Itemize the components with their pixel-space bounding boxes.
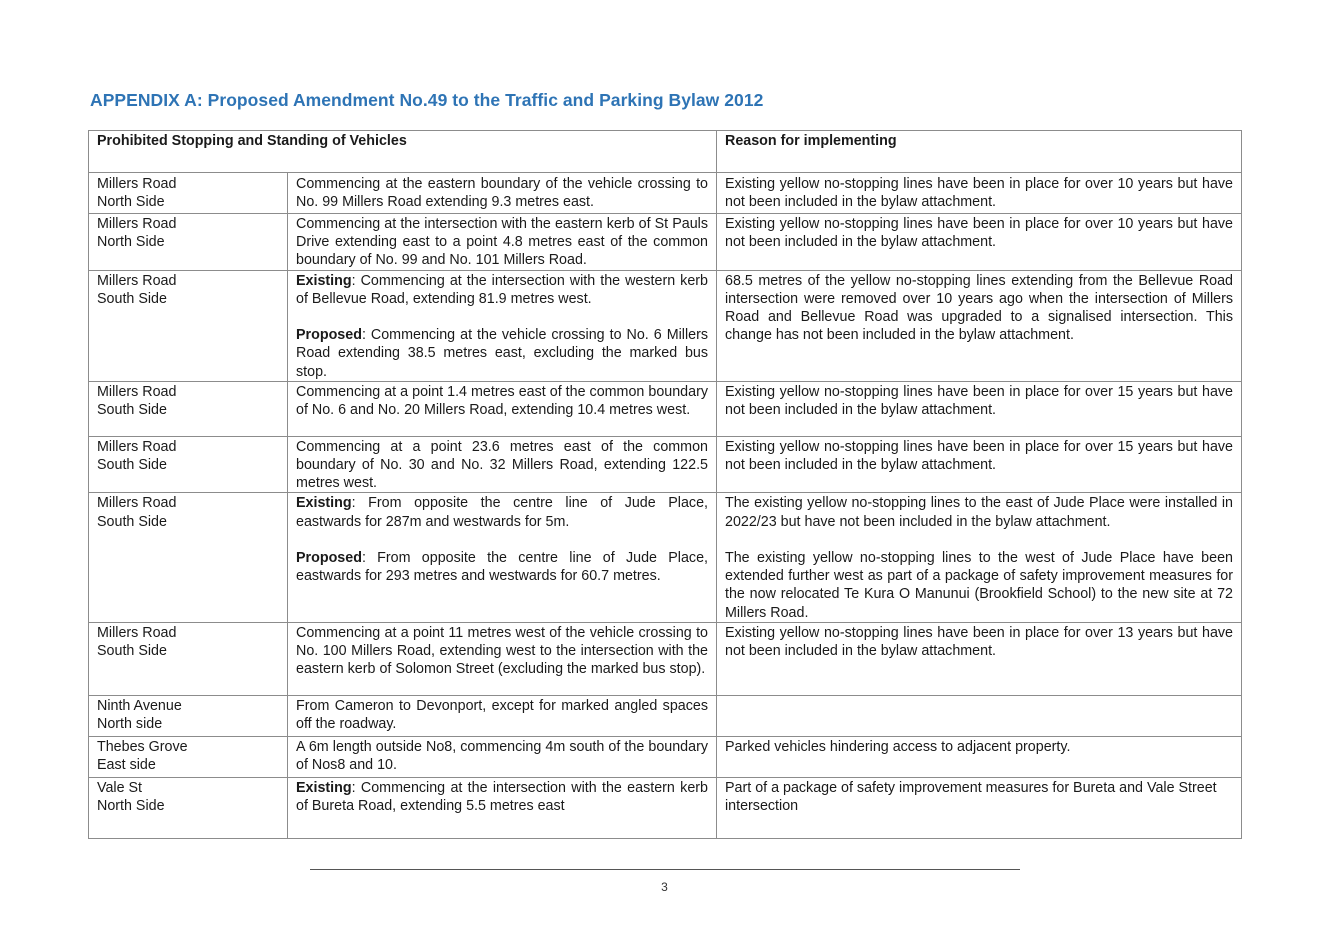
description-cell bbox=[288, 493, 717, 622]
bylaw-amendment-table bbox=[88, 130, 1242, 839]
existing-text: : Commencing at the intersection with the eastern kerb of Bureta Road, extending 5.5 metres east bbox=[296, 779, 708, 815]
road-side: North Side bbox=[97, 194, 165, 211]
description-cell bbox=[288, 173, 717, 214]
road-name: Millers Road bbox=[97, 624, 177, 641]
reason-cell bbox=[717, 381, 1242, 436]
reason-text: 68.5 metres of the yellow no-stopping lines extending from the Bellevue Road intersection were removed over 10 years ago when the intersection of Millers Road and Bellevue Road was upgraded to a signalised intersection. This change has not been included in the bylaw attachment. bbox=[725, 272, 1233, 344]
existing-label: Existing bbox=[296, 495, 352, 512]
header-prohibited-stopping: Prohibited Stopping and Standing of Vehicles bbox=[89, 131, 717, 173]
existing-text: : From opposite the centre line of Jude Place, eastwards for 287m and westwards for 5m. bbox=[296, 495, 708, 530]
description-cell bbox=[288, 214, 717, 271]
description-cell bbox=[288, 736, 717, 777]
existing-paragraph bbox=[296, 494, 708, 530]
footer-rule bbox=[310, 869, 1020, 870]
reason-cell bbox=[717, 270, 1242, 381]
description-cell bbox=[288, 695, 717, 736]
description-cell bbox=[288, 381, 717, 436]
proposed-label: Proposed bbox=[296, 550, 362, 567]
description-cell bbox=[288, 436, 717, 493]
road-name: Vale St bbox=[97, 779, 143, 796]
reason-text: Parked vehicles hindering access to adjacent property. bbox=[725, 738, 1071, 755]
road-side: East side bbox=[97, 757, 156, 774]
proposed-label: Proposed bbox=[296, 327, 362, 344]
reason-text: Part of a package of safety improvement measures for Bureta and Vale Street intersection bbox=[725, 779, 1217, 815]
description-text: Commencing at a point 23.6 metres east of the common boundary of No. 30 and No. 32 Millers Road, extending 122.5 metres west. bbox=[296, 438, 708, 492]
location-cell bbox=[89, 695, 288, 736]
road-side: North side bbox=[97, 716, 163, 733]
header-reason: Reason for implementing bbox=[717, 131, 1242, 173]
reason-text: Existing yellow no-stopping lines have been in place for over 10 years but have not been included in the bylaw attachment. bbox=[725, 176, 1233, 211]
reason-text: Existing yellow no-stopping lines have been in place for over 15 years but have not been included in the bylaw attachment. bbox=[725, 438, 1233, 474]
location-cell bbox=[89, 214, 288, 271]
description-text: Commencing at the eastern boundary of the vehicle crossing to No. 99 Millers Road extending 9.3 metres east. bbox=[296, 176, 708, 211]
location-cell bbox=[89, 777, 288, 838]
description-text: Commencing at a point 1.4 metres east of the common boundary of No. 6 and No. 20 Millers Road, extending 10.4 metres west. bbox=[296, 383, 708, 419]
reason-cell bbox=[717, 173, 1242, 214]
existing-paragraph bbox=[296, 779, 708, 815]
road-side: South Side bbox=[97, 457, 167, 474]
location-cell bbox=[89, 173, 288, 214]
existing-text: : Commencing at the intersection with the western kerb of Bellevue Road, extending 81.9 metres west. bbox=[296, 272, 708, 307]
location-cell bbox=[89, 736, 288, 777]
table-row bbox=[89, 214, 1242, 271]
reason-text: Existing yellow no-stopping lines have been in place for over 13 years but have not been included in the bylaw attachment. bbox=[725, 624, 1233, 660]
road-name: Millers Road bbox=[97, 272, 177, 289]
table-row bbox=[89, 270, 1242, 381]
existing-paragraph bbox=[296, 272, 708, 308]
location-cell bbox=[89, 436, 288, 493]
reason-text: The existing yellow no-stopping lines to the east of Jude Place were installed in 2022/23 but have not been included in the bylaw attachment. bbox=[725, 495, 1233, 530]
road-side: South Side bbox=[97, 513, 167, 530]
existing-label: Existing bbox=[296, 779, 352, 796]
reason-text-2: The existing yellow no-stopping lines to the west of Jude Place have been extended further west as part of a package of safety improvement measures for the now relocated Te Kura O Manunui (Brookfield School) to the new site at 72 Millers Road. bbox=[725, 550, 1233, 621]
reason-cell bbox=[717, 622, 1242, 695]
proposed-paragraph bbox=[296, 549, 708, 585]
page-heading: APPENDIX A: Proposed Amendment No.49 to the Traffic and Parking Bylaw 2012 bbox=[90, 90, 764, 110]
road-side: North Side bbox=[97, 234, 165, 251]
page-number: 3 bbox=[661, 880, 668, 894]
reason-cell bbox=[717, 214, 1242, 271]
description-text: From Cameron to Devonport, except for marked angled spaces off the roadway. bbox=[296, 697, 708, 733]
reason-cell bbox=[717, 777, 1242, 838]
table-row bbox=[89, 736, 1242, 777]
table-header-row bbox=[89, 131, 1242, 173]
description-text: A 6m length outside No8, commencing 4m south of the boundary of Nos8 and 10. bbox=[296, 738, 708, 774]
table-row bbox=[89, 436, 1242, 493]
location-cell bbox=[89, 622, 288, 695]
road-name: Millers Road bbox=[97, 216, 177, 232]
table-row bbox=[89, 695, 1242, 736]
road-name: Millers Road bbox=[97, 176, 177, 192]
proposed-paragraph bbox=[296, 326, 708, 381]
table-row bbox=[89, 493, 1242, 622]
reason-cell bbox=[717, 493, 1242, 622]
road-side: North Side bbox=[97, 798, 165, 815]
reason-cell bbox=[717, 736, 1242, 777]
description-text: Commencing at a point 11 metres west of the vehicle crossing to No. 100 Millers Road, extending west to the intersection with the eastern kerb of Solomon Street (excluding the marked bus stop). bbox=[296, 624, 708, 678]
location-cell bbox=[89, 270, 288, 381]
road-name: Ninth Avenue bbox=[97, 697, 182, 714]
reason-text: Existing yellow no-stopping lines have been in place for over 15 years but have not been included in the bylaw attachment. bbox=[725, 383, 1233, 419]
reason-text: Existing yellow no-stopping lines have been in place for over 10 years but have not been included in the bylaw attachment. bbox=[725, 216, 1233, 251]
road-side: South Side bbox=[97, 402, 167, 419]
table-row bbox=[89, 381, 1242, 436]
existing-label: Existing bbox=[296, 272, 352, 289]
road-name: Millers Road bbox=[97, 495, 177, 512]
description-cell bbox=[288, 777, 717, 838]
road-name: Millers Road bbox=[97, 438, 177, 455]
description-text: Commencing at the intersection with the eastern kerb of St Pauls Drive extending east to a point 4.8 metres east of the common boundary of No. 99 and No. 101 Millers Road. bbox=[296, 216, 708, 269]
table-row bbox=[89, 173, 1242, 214]
reason-cell bbox=[717, 695, 1242, 736]
table-row bbox=[89, 777, 1242, 838]
road-side: South Side bbox=[97, 643, 167, 660]
location-cell bbox=[89, 381, 288, 436]
road-side: South Side bbox=[97, 290, 167, 307]
table-row bbox=[89, 622, 1242, 695]
description-cell bbox=[288, 622, 717, 695]
road-name: Millers Road bbox=[97, 383, 177, 400]
road-name: Thebes Grove bbox=[97, 738, 188, 755]
proposed-text: : Commencing at the vehicle crossing to No. 6 Millers Road extending 38.5 metres east, excluding the marked bus stop. bbox=[296, 327, 708, 380]
description-cell bbox=[288, 270, 717, 381]
location-cell bbox=[89, 493, 288, 622]
reason-cell bbox=[717, 436, 1242, 493]
proposed-text: : From opposite the centre line of Jude Place, eastwards for 293 metres and westwards for 60.7 metres. bbox=[296, 550, 708, 585]
